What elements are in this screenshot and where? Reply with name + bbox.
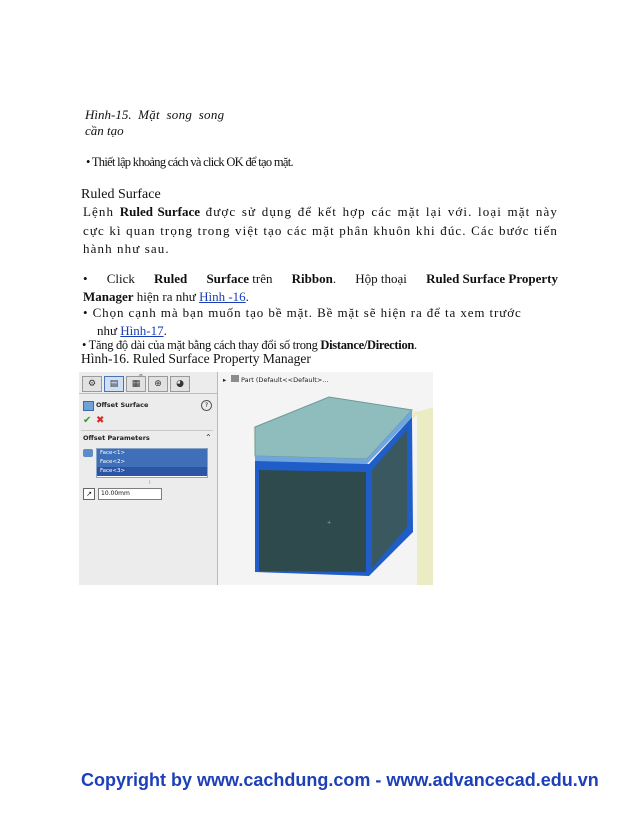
appearance-tab-icon[interactable]: ◕ [170,376,190,392]
b4-bold: Distance/Direction [320,338,415,352]
para-text-1: Lệnh [83,204,120,219]
fig15-line2: cần tạo [85,123,124,138]
fig15-word-song-2: song [198,107,225,122]
b2-ruled: Ruled [154,271,188,286]
selected-faces-list[interactable] [96,448,208,478]
help-icon[interactable]: ? [201,400,212,411]
list-item[interactable]: Face<1> [97,449,207,458]
list-item[interactable]: Face<3> [97,467,207,476]
b2-hien: hiện ra như [133,289,200,304]
figure-16-caption: Hình-16. Ruled Surface Property Manager [81,351,311,366]
figure-16-screenshot [79,372,433,585]
link-hinh-17[interactable]: Hình-17 [120,323,164,338]
config-tab-icon[interactable]: ▦ [126,376,146,392]
figure-15-caption [85,107,245,139]
copyright-footer: Copyright by www.cachdung.com - www.advancecad.edu.vn [81,770,599,790]
para-text-2: được sử dụng để kết hợp các mặt lại với. loại mặt này cực kì quan trọng trong việt tạo các mặt phân khuôn khi đúc. Các bước tiến hành như sau. [83,204,558,256]
b2-bullet: • [83,271,88,286]
b3-text2: như [97,323,121,338]
b3-end: . [163,323,167,338]
b4-end: . [414,338,417,352]
panel-title: Offset Surface [96,401,149,409]
feature-tree-part-label[interactable]: Part (Default<<Default>... [241,376,329,384]
divider [79,393,217,394]
divider [81,430,213,431]
feature-tree-tab-icon[interactable]: ⚙ [82,376,102,392]
offset-surface-icon [83,401,94,411]
distance-input[interactable]: 10.00mm [98,488,162,500]
b2-hop: Hộp [355,271,378,286]
section-heading: Ruled Surface [81,187,161,202]
origin-marker: + [327,520,332,526]
property-tab-icon[interactable]: ▤ [104,376,124,392]
b2-tren: trên [252,271,273,286]
reverse-direction-icon[interactable]: ↗ [83,488,95,500]
cube-viewport [217,372,433,585]
panel-tabs [82,376,190,392]
b3-text: • Chọn cạnh mà bạn muốn tạo bề mặt. Bề mặt sẽ hiện ra để ta xem trước [83,305,522,320]
b2-property: Ruled Surface Property [426,271,558,286]
fig15-word-mat: Mặt [138,107,160,122]
bullet-click-ruled-surface [83,270,558,306]
list-item[interactable]: Face<2> [97,458,207,467]
dimxpert-tab-icon[interactable]: ⊕ [148,376,168,392]
bullet-select-edge [83,304,558,340]
face-select-icon [83,449,93,457]
b2-thoai: thoại [380,271,407,286]
b2-dot: . [332,271,337,286]
b2-end: . [245,289,249,304]
b4-text: • Tăng độ dài của mặt bằng cách thay đổi số trong [82,338,321,352]
b2-manager: Manager [83,289,134,304]
ghost-surface [417,402,433,585]
cancel-x-icon[interactable]: ✖ [96,415,105,426]
para-bold-command: Ruled Surface [119,204,201,219]
fig15-label: Hình-15. [85,107,132,122]
ok-check-icon[interactable]: ✔ [83,415,92,426]
fig15-word-song-1: song [166,107,193,122]
property-manager-panel [79,372,218,585]
b2-click: Click [106,271,135,286]
cube-front-face [259,470,366,572]
intro-paragraph [83,203,558,259]
bullet-set-distance: • Thiết lập khoảng cách và click OK để tạo mặt. [86,155,293,169]
resize-dots-icon: ⁞ [149,480,151,486]
b2-ribbon: Ribbon [291,271,333,286]
section-label: Offset Parameters [83,434,150,442]
b2-surface: Surface [206,271,250,286]
collapse-chevron-icon[interactable]: ⌃ [205,433,212,442]
link-hinh-16[interactable]: Hình -16 [199,289,246,304]
tree-arrow-icon[interactable]: ▸ [223,376,227,384]
